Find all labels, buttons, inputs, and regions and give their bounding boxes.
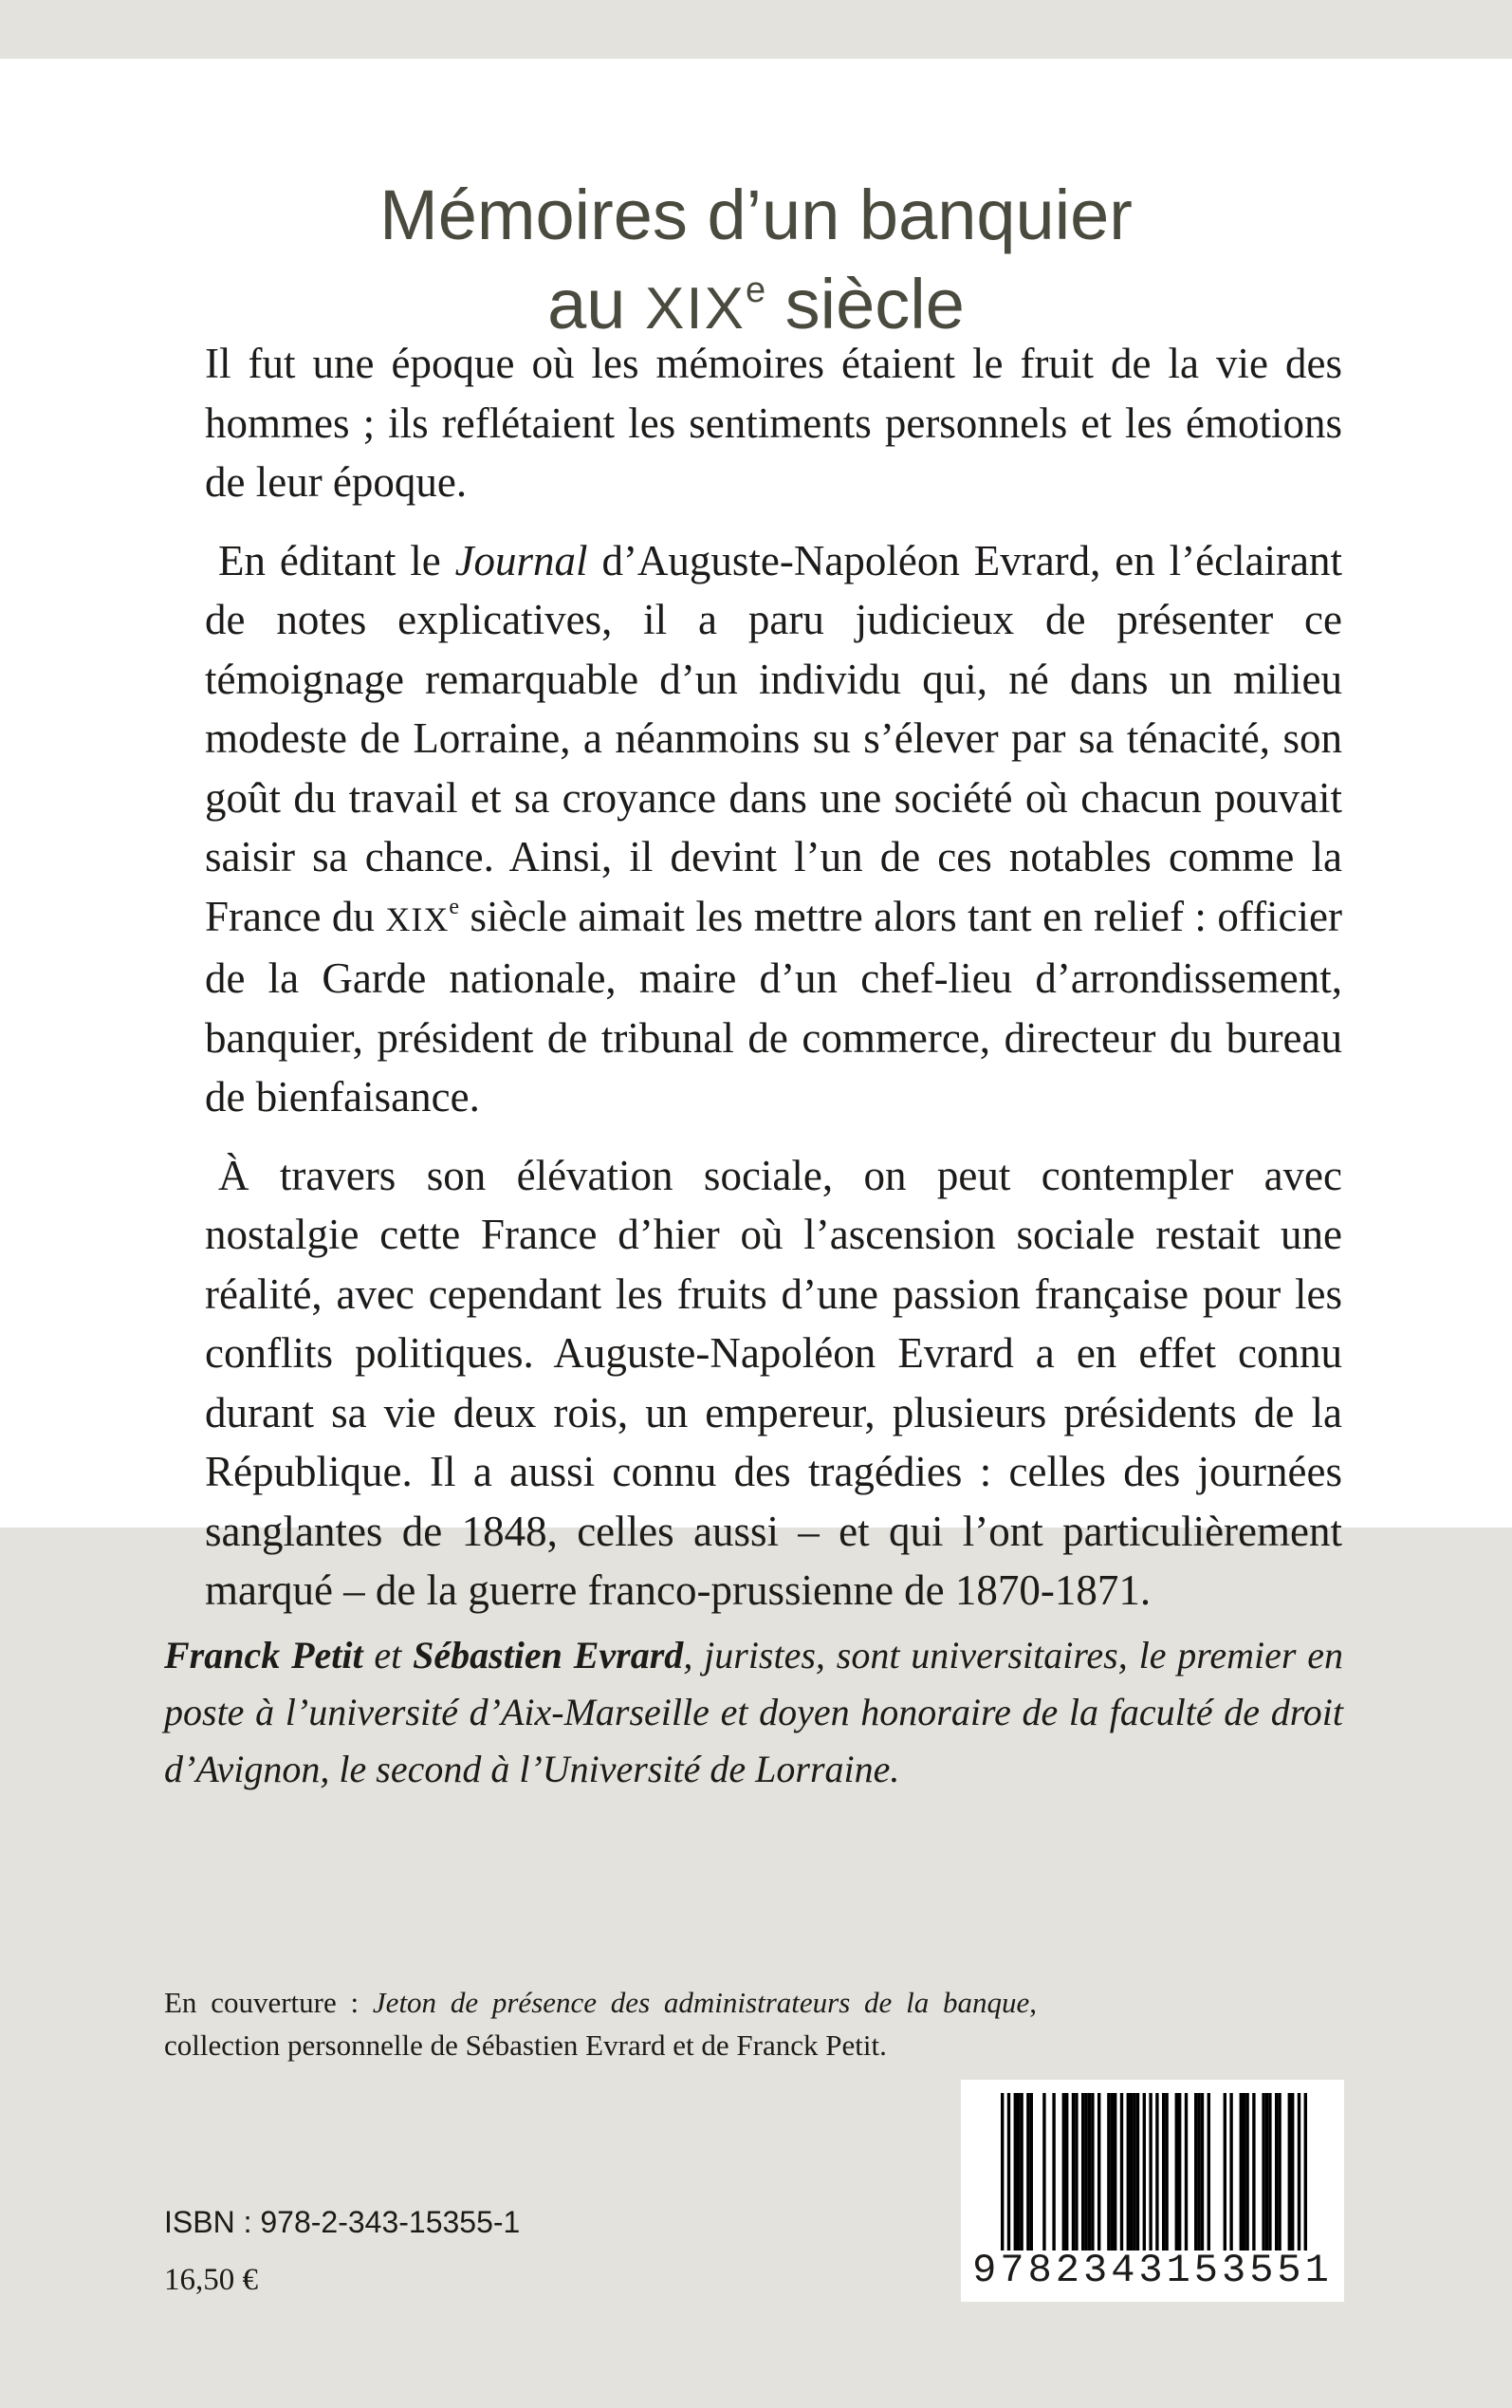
barcode-bar (1262, 2093, 1264, 2251)
barcode-bar (1194, 2093, 1197, 2251)
barcode-bar (1007, 2093, 1010, 2251)
barcode-bar (1243, 2093, 1245, 2251)
barcode-bar (1081, 2093, 1084, 2251)
price-label: 16,50 € (164, 2263, 258, 2297)
century-sup: e (449, 894, 460, 919)
title-line-1: Mémoires d’un banquier (379, 175, 1133, 254)
isbn-label: ISBN : 978-2-343-15355-1 (164, 2205, 521, 2239)
barcode-bar (1136, 2093, 1139, 2251)
barcode-bar (1062, 2093, 1065, 2251)
cover-credit: En couverture : Jeton de présence des administrateurs de la banque, collection personnelle de Sébastien Evrard et de Franck Petit. (164, 1986, 1037, 2062)
barcode-bar (1084, 2093, 1087, 2251)
barcode-bar (1120, 2093, 1123, 2251)
barcode-bar (1185, 2093, 1188, 2251)
title-century-sup: e (745, 269, 766, 310)
barcode-bar (1052, 2093, 1055, 2251)
barcode-bar (1075, 2093, 1078, 2251)
barcode-bar (1291, 2093, 1294, 2251)
barcode-bar (1298, 2093, 1300, 2251)
barcode (961, 2080, 1344, 2302)
barcode-bar (1252, 2093, 1255, 2251)
barcode-bar (1229, 2093, 1232, 2251)
barcode-bar (1288, 2093, 1291, 2251)
barcode-bar (1065, 2093, 1068, 2251)
barcode-bar (1091, 2093, 1094, 2251)
title-century-roman: XIX (645, 275, 746, 342)
barcode-bars (961, 2080, 1344, 2251)
barcode-digits: 9782343153551 (972, 2248, 1333, 2293)
author-bio: Franck Petit et Sébastien Evrard, juristes, sont universitaires, le premier en poste à l’université d’Aix-Marseille et doyen honoraire de la faculté de droit d’Avignon, le second à l’Université de Lorraine. (164, 1634, 1343, 1790)
summary-paragraph-2: En éditant le Journal d’Auguste-Napoléon Evrard, en l’éclairant de notes explicatives, il a paru judicieux de présenter ce témoignage remarquable d’un individu qui, né dans un milieu modeste de Lorraine, a néanmoins su s’élever par sa ténacité, son goût du travail et sa croyance dans une société où chacun pouvait saisir sa chance. Ainsi, il devint l’un de ces notables comme la France du XIXe siècle aimait les mettre alors tant en relief : officier de la Garde nationale, maire d’un chef-lieu d’arrondissement, banquier, président de tribunal de commerce, directeur du bureau de bienfaisance. (205, 536, 1343, 1121)
book-title (0, 171, 1512, 354)
barcode-bar (1175, 2093, 1178, 2251)
barcode-bar (1030, 2093, 1033, 2251)
barcode-bar (1042, 2093, 1045, 2251)
barcode-bar (1265, 2093, 1268, 2251)
barcode-bar (1165, 2093, 1168, 2251)
summary-paragraph-1: Il fut une époque où les mémoires étaient le fruit de la vie des hommes ; ils reflétaient les sentiments personnels et les émotions de leur époque. (205, 340, 1342, 506)
barcode-bar (1107, 2093, 1110, 2251)
barcode-bar (1088, 2093, 1091, 2251)
barcode-bar (1240, 2093, 1243, 2251)
title-line-2: au XIXe siècle (547, 264, 965, 343)
summary-text (205, 334, 1342, 1639)
author-name-1: Franck Petit (164, 1634, 363, 1676)
barcode-bar (1278, 2093, 1281, 2251)
barcode-bar (1026, 2093, 1029, 2251)
barcode-bar (1162, 2093, 1165, 2251)
journal-title: Journal (454, 536, 588, 584)
century-roman: XIX (385, 899, 450, 938)
barcode-bar (1143, 2093, 1146, 2251)
barcode-bar (1114, 2093, 1116, 2251)
barcode-bar (1201, 2093, 1204, 2251)
barcode-bar (1133, 2093, 1135, 2251)
barcode-bar (1014, 2093, 1017, 2251)
barcode-bar (1111, 2093, 1114, 2251)
barcode-bar (1304, 2093, 1307, 2251)
barcode-bar (1275, 2093, 1278, 2251)
summary-paragraph-3: À travers son élévation sociale, on peut contempler avec nostalgie cette France d’hier où l’ascension sociale restait une réalité, avec cependant les fruits d’une passion française pour les conflits politiques. Auguste-Napoléon Evrard a en effet connu durant sa vie deux rois, un empereur, plusieurs présidents de la République. Il a aussi connu des tragédies : celles des journées sanglantes de 1848, celles aussi – et qui l’ont particulièrement marqué – de la guerre franco-prussienne de 1870-1871. (205, 1151, 1342, 1614)
barcode-bar (1197, 2093, 1200, 2251)
barcode-bar (1224, 2093, 1226, 2251)
barcode-bar (1097, 2093, 1100, 2251)
barcode-bar (1130, 2093, 1133, 2251)
barcode-bar (1208, 2093, 1210, 2251)
barcode-bar (1072, 2093, 1075, 2251)
barcode-bar (1017, 2093, 1020, 2251)
barcode-bar (1245, 2093, 1248, 2251)
barcode-bar (1127, 2093, 1130, 2251)
top-frame-band (0, 0, 1512, 59)
cover-caption: Jeton de présence des administrateurs de la banque (372, 1986, 1030, 2019)
barcode-bar (1020, 2093, 1023, 2251)
barcode-bar (1268, 2093, 1271, 2251)
barcode-bar (1149, 2093, 1152, 2251)
barcode-bar (1001, 2093, 1004, 2251)
author-name-2: Sébastien Evrard (413, 1634, 684, 1676)
barcode-bar (1155, 2093, 1158, 2251)
barcode-bar (1178, 2093, 1181, 2251)
